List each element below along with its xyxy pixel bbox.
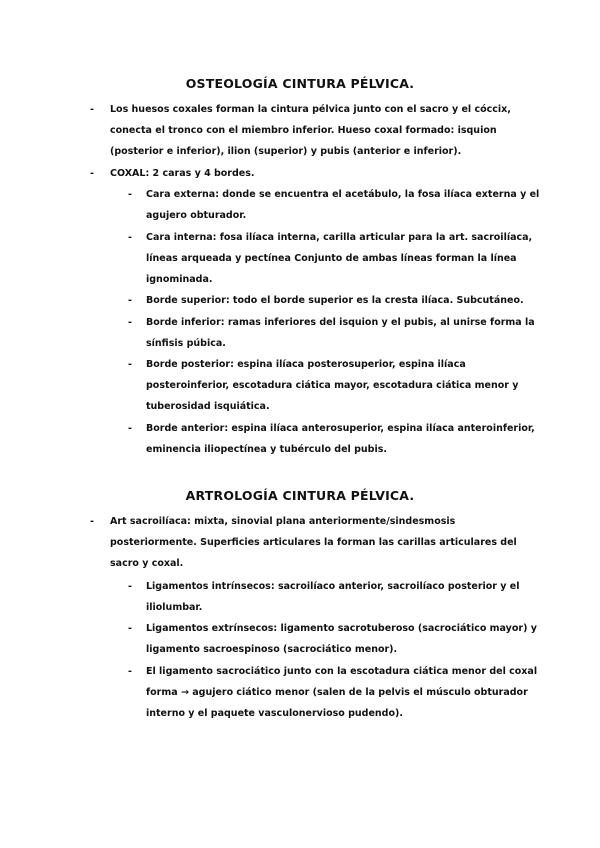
bullet-dash: - bbox=[128, 623, 132, 634]
bullet-dash: - bbox=[90, 104, 94, 115]
bullet-dash: - bbox=[128, 189, 132, 200]
sub-list-item-text: Ligamentos intrínsecos: sacroilíaco anterior, sacroilíaco posterior y el iliolumbar. bbox=[146, 581, 520, 614]
bullet-dash: - bbox=[128, 295, 132, 306]
sub-list-item-text: El ligamento sacrociático junto con la escotadura ciática menor del coxal forma → agujero ciático menor (salen de la pelvis el músculo obturador interno y el paquete vasculonervioso pudendo). bbox=[146, 666, 538, 720]
list-item-text: Art sacroilíaca: mixta, sinovial plana anteriormente/sindesmosis posteriormente. Superficies articulares la forman las carillas articulares del sacro y coxal. bbox=[110, 516, 517, 570]
bullet-dash: - bbox=[128, 232, 132, 243]
list-item-text: COXAL: 2 caras y 4 bordes. bbox=[110, 168, 255, 179]
sub-list-item-text: Borde posterior: espina ilíaca posterosuperior, espina ilíaca posteroinferior, escotadura ciática mayor, escotadura ciática menor y tuberosidad isquiática. bbox=[146, 359, 519, 413]
section-title-artrologia: ARTROLOGÍA CINTURA PÉLVICA. bbox=[185, 488, 415, 503]
bullet-dash: - bbox=[128, 359, 132, 370]
bullet-dash: - bbox=[128, 581, 132, 592]
bullet-dash: - bbox=[90, 168, 94, 179]
sub-list-item-text: Cara interna: fosa ilíaca interna, carilla articular para la art. sacroilíaca, líneas arqueada y pectínea Conjunto de ambas líneas forman la línea ignominada. bbox=[146, 232, 533, 286]
sub-list-item-text: Borde inferior: ramas inferiores del isquion y el pubis, al unirse forma la sínfisis púbica. bbox=[146, 317, 535, 350]
bullet-dash: - bbox=[90, 516, 94, 527]
list-item-text: Los huesos coxales forman la cintura pélvica junto con el sacro y el cóccix, conecta el tronco con el miembro inferior. Hueso coxal formado: isquion (posterior e inferior), ilion (superior) y pubis (anterior e inferior). bbox=[110, 104, 511, 158]
bullet-dash: - bbox=[128, 317, 132, 328]
sub-list-item-text: Borde anterior: espina ilíaca anterosuperior, espina ilíaca anteroinferior, eminencia iliopectínea y tubérculo del pubis. bbox=[146, 423, 535, 456]
sub-list-item-text: Ligamentos extrínsecos: ligamento sacrotuberoso (sacrociático mayor) y ligamento sacroespinoso (sacrociático menor). bbox=[146, 623, 537, 656]
sub-list-item-text: Cara externa: donde se encuentra el acetábulo, la fosa ilíaca externa y el agujero obturador. bbox=[146, 189, 540, 222]
sub-list-item-text: Borde superior: todo el borde superior es la cresta ilíaca. Subcutáneo. bbox=[146, 295, 524, 306]
bullet-dash: - bbox=[128, 666, 132, 677]
bullet-dash: - bbox=[128, 423, 132, 434]
section-title-osteologia: OSTEOLOGÍA CINTURA PÉLVICA. bbox=[185, 76, 415, 91]
